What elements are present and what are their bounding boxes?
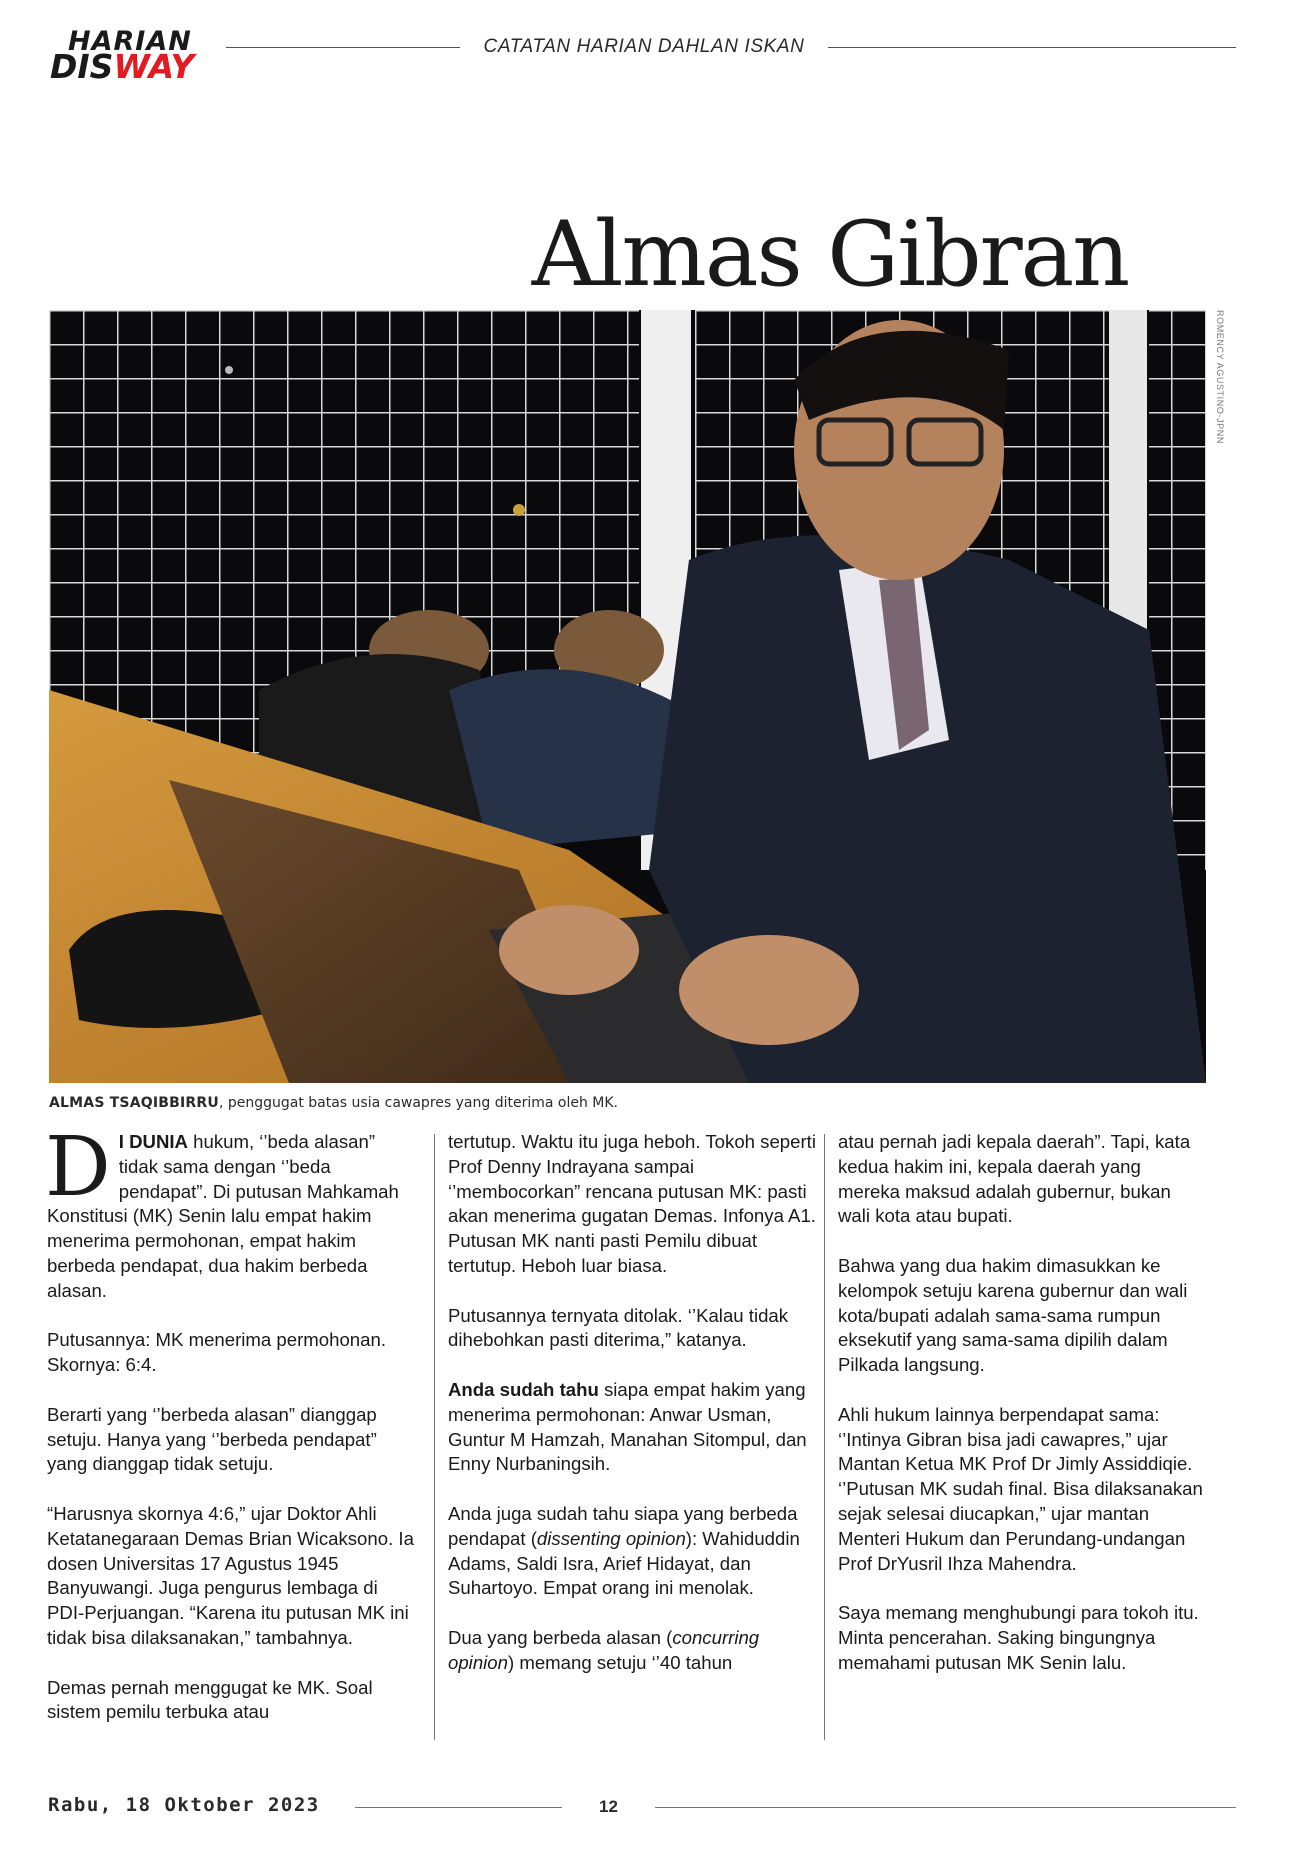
article-photo xyxy=(49,310,1206,1083)
photo-illustration xyxy=(49,310,1206,1083)
paragraph xyxy=(45,1120,417,1304)
italic-term: dissenting opinion xyxy=(536,1527,686,1549)
caption-text: , penggugat batas usia cawapres yang diterima oleh MK. xyxy=(218,1095,618,1111)
paragraph xyxy=(448,1502,818,1601)
paragraph-text: Dua yang berbeda alasan ( xyxy=(448,1626,673,1648)
lead-in: Anda sudah tahu xyxy=(448,1378,599,1400)
paragraph: atau pernah jadi kepala daerah”. Tapi, kata kedua hakim ini, kepala daerah yang mereka maksud adalah gubernur, bukan wali kota atau bupati. xyxy=(838,1131,1191,1227)
article-column-2 xyxy=(448,1130,818,1700)
paragraph: Demas pernah menggugat ke MK. Soal sistem pemilu terbuka atau xyxy=(47,1676,373,1723)
paragraph-text: Anda juga sudah tahu siapa yang berbeda pendapat ( xyxy=(448,1502,798,1549)
paragraph: Putusannya: MK menerima permohonan. Skornya: 6:4. xyxy=(47,1329,386,1376)
logo-line2-part1: DIS xyxy=(50,47,114,86)
paragraph: Ahli hukum lainnya berpendapat sama: ‘’Intinya Gibran bisa jadi cawapres,” ujar Mantan Ketua MK Prof Dr Jimly Assiddiqie. ‘’Putusan MK sudah final. Bisa dilaksanakan sejak selesai diucapkan,” ujar mantan Menteri Hukum dan Perundang-undangan Prof DrYusril Ihza Mahendra. xyxy=(838,1403,1203,1574)
paragraph xyxy=(448,1378,818,1477)
logo-line2-part2: WAY xyxy=(113,47,195,86)
column-divider xyxy=(434,1134,435,1740)
article-column-3 xyxy=(838,1130,1208,1700)
paragraph xyxy=(448,1626,818,1676)
logo-line2 xyxy=(50,47,195,86)
lead-in: I DUNIA xyxy=(118,1131,188,1152)
paragraph-text: ): Wahiduddin Adams, Saldi Isra, Arief Hidayat, dan Suhartoyo. Empat orang ini menolak. xyxy=(448,1527,800,1599)
header-rule-right xyxy=(828,47,1236,48)
header-rule-left xyxy=(226,47,460,48)
footer-rule-right xyxy=(655,1807,1236,1808)
paragraph: tertutup. Waktu itu juga heboh. Tokoh seperti Prof Denny Indrayana sampai ‘’membocorkan” rencana putusan MK: pasti akan menerima gugatan Demas. Infonya A1. Putusan MK nanti pasti Pemilu dibuat tertutup. Heboh luar biasa. xyxy=(448,1131,816,1276)
photo-credit xyxy=(1211,310,1229,530)
column-divider xyxy=(824,1134,825,1740)
drop-cap: D xyxy=(45,1120,111,1215)
italic-term: concurring opinion xyxy=(448,1626,760,1673)
paragraph-text: siapa empat hakim yang menerima permohonan: Anwar Usman, Guntur M Hamzah, Manahan Sitompul, dan Enny Nurbaningsih. xyxy=(448,1378,807,1475)
caption-name: ALMAS TSAQIBBIRRU xyxy=(49,1095,219,1111)
paragraph: “Harusnya skornya 4:6,” ujar Doktor Ahli Ketatanegaraan Demas Brian Wicaksono. Ia dosen Universitas 17 Agustus 1945 Banyuwangi. Juga pengurus lembaga di PDI-Perjuangan. “Karena itu putusan MK ini tidak bisa dilaksanakan,” tambahnya. xyxy=(47,1502,414,1648)
footer-rule-left xyxy=(355,1807,562,1808)
paragraph: Bahwa yang dua hakim dimasukkan ke kelompok setuju karena gubernur dan wali kota/bupati adalah sama-sama rumpun eksekutif yang sama-sama dipilih dalam Pilkada langsung. xyxy=(838,1254,1188,1376)
harian-disway-logo xyxy=(50,26,200,86)
article-column-1 xyxy=(45,1120,417,1750)
issue-date: Rabu, 18 Oktober 2023 xyxy=(48,1794,320,1816)
paragraph-text: ) memang setuju ‘’40 tahun xyxy=(507,1651,733,1673)
paragraph: Putusannya ternyata ditolak. ‘’Kalau tidak dihebohkan pasti diterima,” katanya. xyxy=(448,1304,789,1351)
photo-credit-text: ROMENCY AGUSTINO-JPNN xyxy=(1215,310,1225,444)
paragraph: Berarti yang ‘’berbeda alasan” dianggap setuju. Hanya yang ‘’berbeda pendapat” yang dianggap tidak setuju. xyxy=(47,1403,377,1475)
photo-caption xyxy=(49,1095,1206,1111)
article-headline: Almas Gibran xyxy=(531,202,1129,308)
paragraph-text: hukum, ‘’beda alasan” tidak sama dengan ‘’beda pendapat”. Di putusan Mahkamah Konstitusi (MK) Senin lalu empat hakim menerima permohonan, empat hakim berbeda pendapat, dua hakim berbeda alasan. xyxy=(47,1131,399,1301)
section-title: CATATAN HARIAN DAHLAN ISKAN xyxy=(483,36,805,57)
logo-line1: HARIAN xyxy=(68,26,192,57)
page-number: 12 xyxy=(599,1797,618,1816)
paragraph: Saya memang menghubungi para tokoh itu. Minta pencerahan. Saking bingungnya memahami putusan MK Senin lalu. xyxy=(838,1602,1199,1673)
